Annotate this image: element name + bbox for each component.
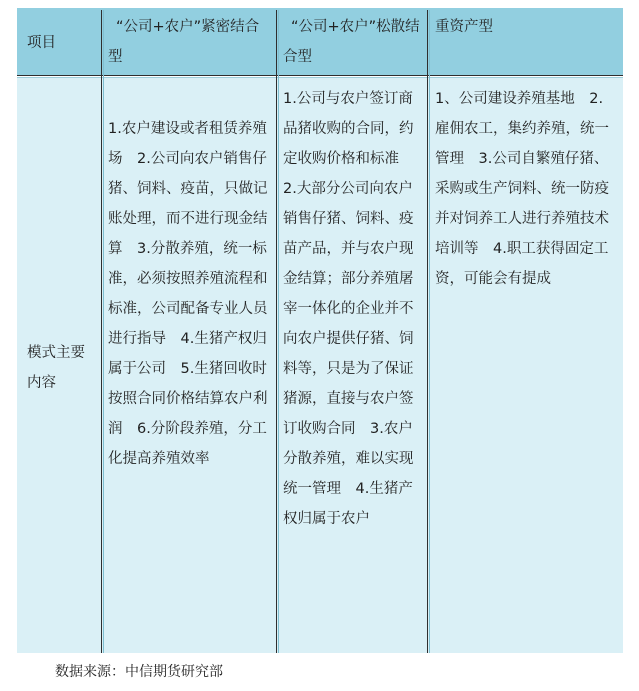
cell-loose-model-content: 1.公司与农户签订商品猪收购的合同，约定收购价格和标准 2.大部分公司向农户销售仔猪、饲料、疫苗产品，并与农户现金结算；部分养殖屠宰一体化的企业并不向农户提供仔猪、饲料等，只是为了保证猪源，直接与农户签订收购合同 3.农户分散养殖，难以实现统一管理 4.生猪产权归属于农户: [283, 91, 414, 527]
column-divider-2: [276, 10, 277, 653]
column-divider-2b: [278, 10, 279, 653]
column-divider-3b: [429, 10, 430, 653]
data-source-note: 数据来源：中信期货研究部: [55, 664, 223, 680]
column-divider-1b: [103, 10, 104, 653]
row-label: 模式主要内容: [27, 345, 85, 391]
cell-heavy-asset-content: 1、公司建设养殖基地 2.雇佣农工，集约养殖，统一管理 3.公司自繁殖仔猪、采购或生产饲料、统一防疫并对饲养工人进行养殖技术培训等 4.职工获得固定工资，可能会有提成: [435, 91, 609, 287]
header-tight-model: “公司+农户”紧密结合型: [108, 19, 260, 65]
comparison-table: [17, 8, 623, 653]
header-heavy-asset-model: 重资产型: [435, 19, 493, 35]
header-divider: [17, 75, 623, 76]
column-divider-1: [101, 10, 102, 653]
header-loose-model: “公司+农户”松散结合型: [283, 19, 420, 65]
header-item: 项目: [27, 35, 56, 51]
cell-tight-model-content: 1.农户建设或者租赁养殖场 2.公司向农户销售仔猪、饲料、疫苗，只做记账处理，而不进行现金结算 3.分散养殖，统一标准，必须按照养殖流程和标准，公司配备专业人员进行指导 4.生猪产权归属于公司 5.生猪回收时按照合同价格结算农户利润 6.分阶段养殖，分工化提高养殖效率: [108, 121, 268, 467]
column-divider-3: [427, 10, 428, 653]
header-divider-light: [17, 77, 623, 78]
